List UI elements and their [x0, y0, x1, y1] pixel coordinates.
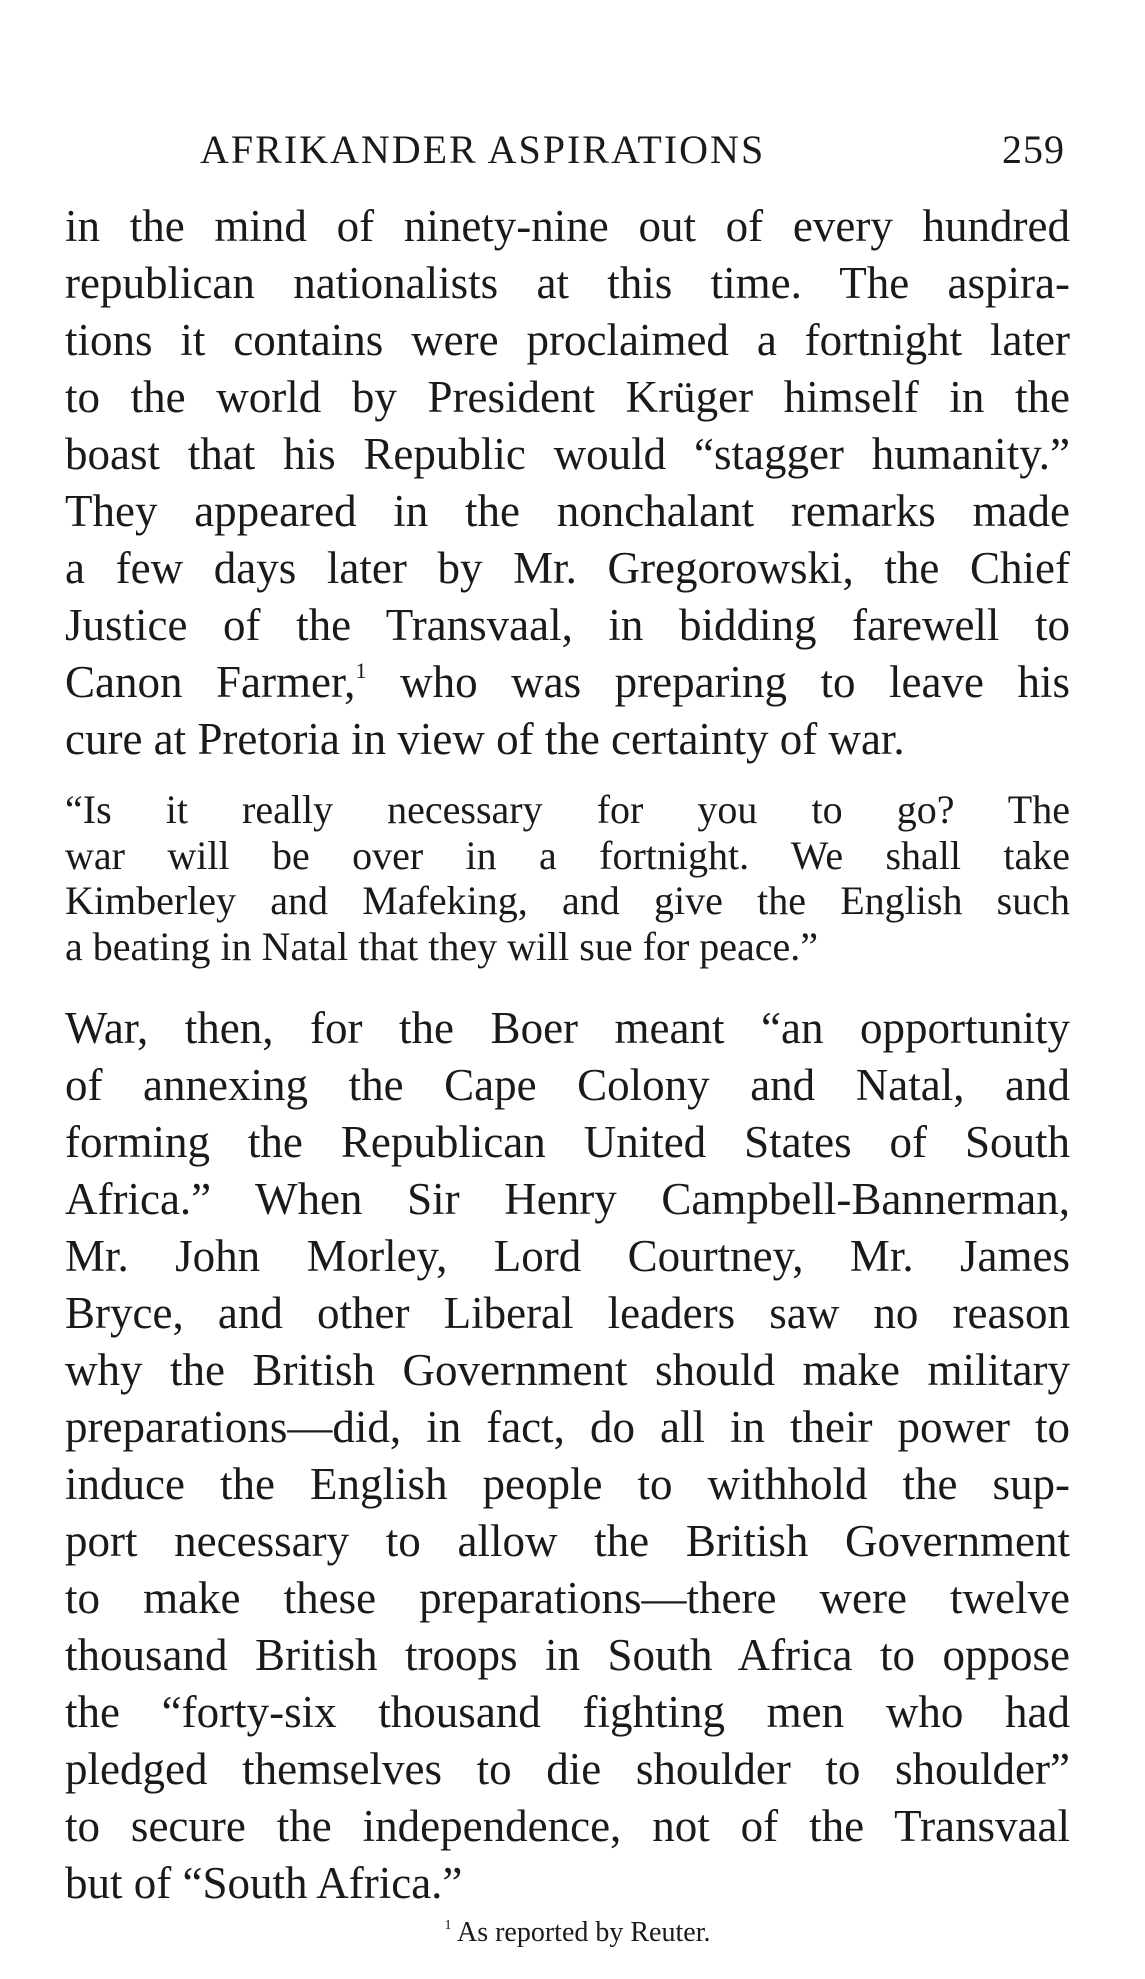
running-head: [200, 126, 1065, 182]
text-line: forming the Republican United States of South: [65, 1117, 1070, 1167]
text-line: cure at Pretoria in view of the certainty of war.: [65, 714, 905, 764]
text-line: thousand British troops in South Africa to oppose: [65, 1630, 1070, 1680]
quote-line: “Is it really necessary for you to go? The: [65, 787, 1070, 832]
text-line: in the mind of ninety-nine out of every hundred: [65, 201, 1070, 251]
running-head-title: AFRIKANDER ASPIRATIONS: [200, 127, 766, 172]
text-line: republican nationalists at this time. The aspira-: [65, 258, 1070, 308]
text-line: tions it contains were proclaimed a fortnight later: [65, 315, 1070, 365]
footnote-text: As reported by Reuter.: [456, 1917, 711, 1948]
text-line: of annexing the Cape Colony and Natal, and: [65, 1060, 1070, 1110]
text-line: port necessary to allow the British Government: [65, 1516, 1070, 1566]
text-line-end: who was preparing to leave his: [366, 657, 1070, 707]
text-line: the “forty-six thousand fighting men who had: [65, 1687, 1070, 1737]
text-line: Africa.” When Sir Henry Campbell-Bannerman,: [65, 1174, 1070, 1224]
text-line: Justice of the Transvaal, in bidding farewell to: [65, 600, 1070, 650]
quote-line: a beating in Natal that they will sue for peace.”: [65, 923, 819, 969]
paragraph-2: [65, 1000, 1070, 1912]
text-line: Mr. John Morley, Lord Courtney, Mr. James: [65, 1231, 1070, 1281]
paragraph-1: [65, 198, 1070, 768]
text-line: induce the English people to withhold the sup-: [65, 1459, 1070, 1509]
text-line: to make these preparations—there were twelve: [65, 1573, 1070, 1623]
text-line: They appeared in the nonchalant remarks made: [65, 486, 1070, 536]
quote-line: war will be over in a fortnight. We shall take: [65, 832, 1070, 878]
text-line: why the British Government should make military: [65, 1345, 1070, 1395]
footnote-reference: 1: [355, 657, 367, 683]
page-number: 259: [1002, 127, 1065, 172]
block-quotation: [65, 787, 1070, 969]
footnote-marker: 1: [444, 1918, 452, 1934]
text-line: preparations—did, in fact, do all in their power to: [65, 1402, 1070, 1452]
text-line: [65, 654, 1070, 711]
text-line: Bryce, and other Liberal leaders saw no reason: [65, 1288, 1070, 1338]
text-line: pledged themselves to die shoulder to shoulder”: [65, 1744, 1070, 1794]
text-line: to secure the independence, not of the Transvaal: [65, 1801, 1070, 1851]
text-line-start: Canon Farmer,: [65, 657, 356, 707]
text-line: to the world by President Krüger himself in the: [65, 372, 1070, 422]
text-line: a few days later by Mr. Gregorowski, the Chief: [65, 543, 1070, 593]
quote-line: Kimberley and Mafeking, and give the English such: [65, 878, 1070, 923]
text-line: War, then, for the Boer meant “an opportunity: [65, 1003, 1070, 1053]
footnote: [0, 1916, 1145, 1950]
text-line: but of “South Africa.”: [65, 1858, 463, 1908]
text-line: boast that his Republic would “stagger humanity.”: [65, 429, 1070, 479]
